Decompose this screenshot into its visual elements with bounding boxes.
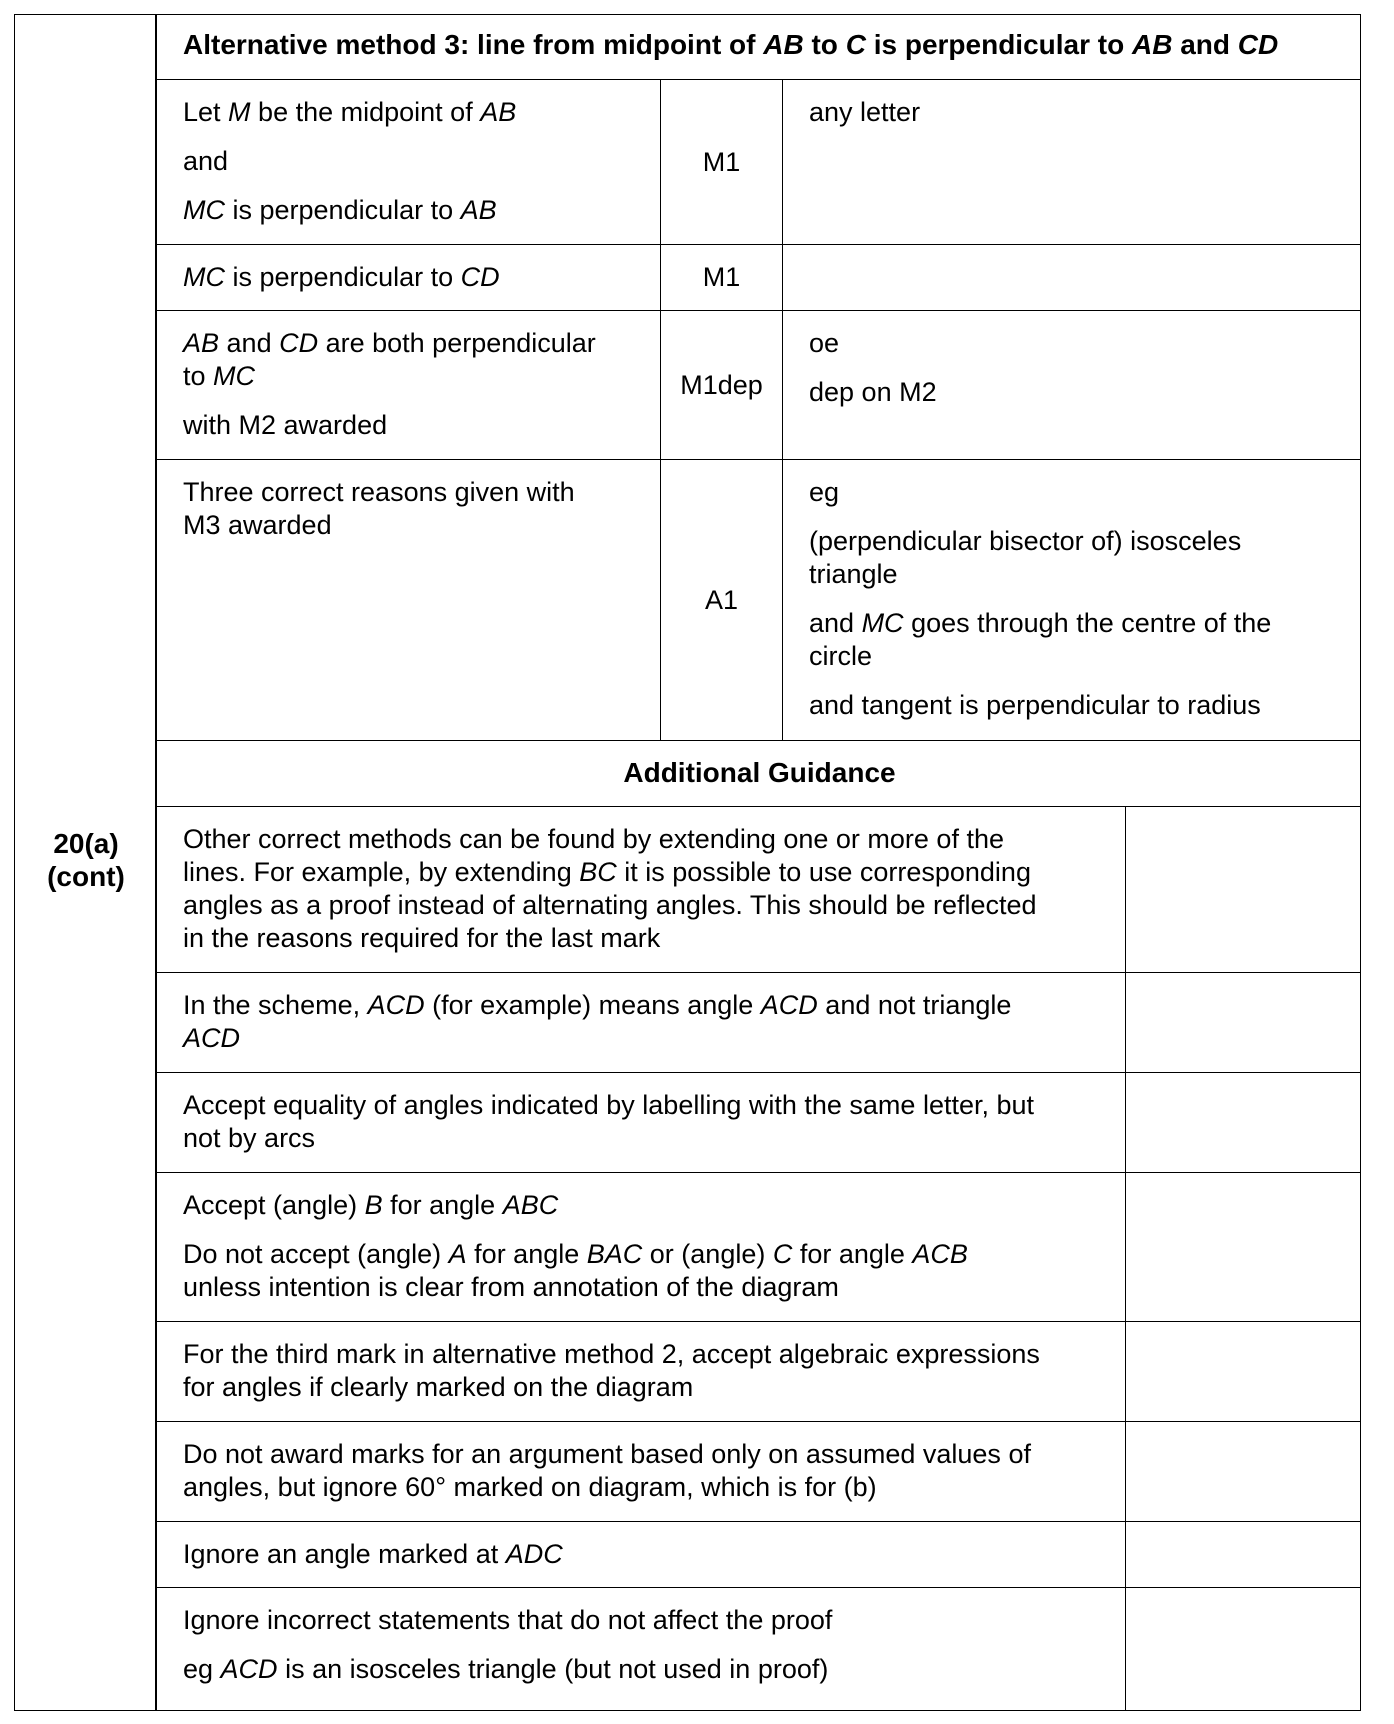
- guidance-side-cell: [1125, 1173, 1362, 1321]
- guidance-row: [156, 1588, 1361, 1711]
- guidance-header-row: [156, 741, 1361, 807]
- guidance-row: [156, 1073, 1361, 1173]
- scheme-row: [156, 80, 1361, 245]
- scheme-text: AB and CD are both perpendicular to MC with M2 awarded: [183, 328, 596, 440]
- mark-cell: M1: [702, 262, 741, 292]
- question-number: 20(a) (cont): [47, 828, 125, 892]
- guidance-text: In the scheme, ACD (for example) means angle ACD and not triangle ACD: [183, 990, 1012, 1053]
- comment-text: any letter: [809, 97, 921, 127]
- guidance-text: Ignore an angle marked at ADC: [183, 1539, 563, 1569]
- method-header-row: [156, 14, 1361, 80]
- scheme-row: [156, 460, 1361, 741]
- scheme-text: Three correct reasons given with M3 awarded: [183, 477, 575, 540]
- guidance-text: Ignore incorrect statements that do not affect the proof eg ACD is an isosceles triangle (but not used in proof): [183, 1605, 833, 1684]
- guidance-side-cell: [1125, 1322, 1362, 1421]
- guidance-side-cell: [1125, 1073, 1362, 1172]
- comment-text: eg (perpendicular bisector of) isosceles triangle and MC goes through the centre of the circle and tangent is perpendicular to radius: [809, 477, 1272, 720]
- guidance-side-cell: [1125, 1588, 1362, 1710]
- guidance-text: For the third mark in alternative method 2, accept algebraic expressions for angles if clearly marked on the diagram: [183, 1339, 1040, 1402]
- guidance-side-cell: [1125, 807, 1362, 972]
- guidance-row: [156, 973, 1361, 1073]
- mark-cell: A1: [704, 585, 739, 615]
- scheme-text: MC is perpendicular to CD: [183, 262, 500, 292]
- method-title: Alternative method 3: line from midpoint of AB to C is perpendicular to AB and CD: [183, 29, 1279, 60]
- comment-cell-empty: [782, 245, 1362, 310]
- scheme-row: [156, 311, 1361, 460]
- guidance-side-cell: [1125, 1422, 1362, 1521]
- guidance-row: [156, 1173, 1361, 1322]
- mark-scheme-table: [14, 14, 1361, 1711]
- guidance-side-cell: [1125, 973, 1362, 1072]
- scheme-row: [156, 245, 1361, 311]
- guidance-row: [156, 1322, 1361, 1422]
- guidance-row: [156, 1422, 1361, 1522]
- guidance-row: [156, 1522, 1361, 1588]
- guidance-side-cell: [1125, 1522, 1362, 1587]
- guidance-text: Do not award marks for an argument based only on assumed values of angles, but ignore 60° marked on diagram, which is for (b): [183, 1439, 1031, 1502]
- guidance-row: [156, 807, 1361, 973]
- mark-cell: M1: [702, 147, 741, 177]
- guidance-text: Accept equality of angles indicated by labelling with the same letter, but not by arcs: [183, 1090, 1035, 1153]
- scheme-text: Let M be the midpoint of AB and MC is perpendicular to AB: [183, 97, 517, 225]
- guidance-text: Accept (angle) B for angle ABC Do not accept (angle) A for angle BAC or (angle) C for angle ACB unless intention is clear from annotation of the diagram: [183, 1190, 968, 1302]
- question-number-cell: [14, 14, 156, 1711]
- guidance-text: Other correct methods can be found by extending one or more of the lines. For example, by extending BC it is possible to use corresponding angles as a proof instead of alternating angles. This should be reflected in the reasons required for the last mark: [183, 824, 1037, 953]
- comment-text: oe dep on M2: [809, 328, 937, 407]
- mark-cell: M1dep: [680, 370, 763, 400]
- guidance-title: Additional Guidance: [623, 757, 896, 788]
